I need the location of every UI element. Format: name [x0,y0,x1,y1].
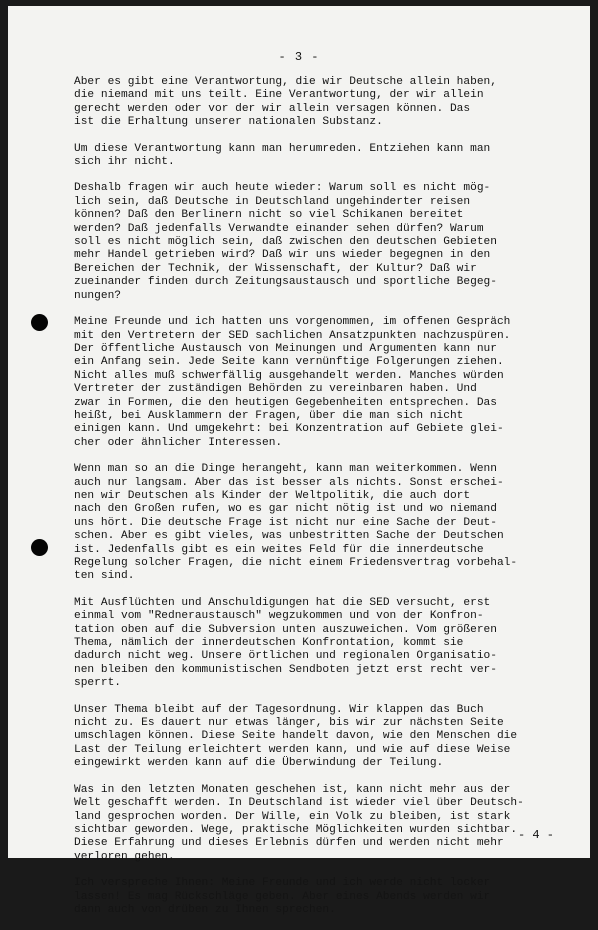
paragraph [74,877,554,917]
text-line: ist. Jedenfalls gibt es ein weites Feld für die innerdeutsche [74,543,484,556]
text-line: die niemand mit uns teilt. Eine Verantwortung, der wir allein [74,89,484,102]
text-line: Ich verspreche Ihnen: Meine Freunde und ich werde nicht locker [74,877,491,890]
paragraph [74,182,554,303]
paragraph [74,76,554,130]
text-line: verloren gehen. [74,850,175,863]
text-line: Unser Thema bleibt auf der Tagesordnung. Wir klappen das Buch [74,703,484,716]
text-line: zwar in Formen, die den heutigen Gegebenheiten entsprechen. Das [74,396,497,409]
text-line: ist die Erhaltung unserer nationalen Substanz. [74,116,383,129]
text-line: Der öffentliche Austausch von Meinungen und Argumenten kann nur [74,342,497,355]
paragraph [74,316,554,450]
document-body [74,76,554,930]
text-line: mit den Vertretern der SED sachlichen Ansatzpunkten nachzuspüren. [74,329,511,342]
punch-hole-top [31,314,48,331]
text-line: cher oder ähnlicher Interessen. [74,436,283,449]
text-line: Regelung solcher Fragen, die nicht einem Friedensvertrag vorbehal- [74,557,518,569]
text-line: nungen? [74,289,121,302]
text-line: nicht zu. Es dauert nur etwas länger, bis wir zur nächsten Seite [74,717,504,730]
text-line: Wenn man so an die Dinge herangeht, kann man weiterkommen. Wenn [74,463,497,476]
text-line: Welt geschafft werden. In Deutschland ist wieder viel über Deutsch- [74,797,524,810]
paragraph [74,704,554,771]
text-line: sperrt. [74,677,121,690]
text-line: sichtbar geworden. Wege, praktische Möglichkeiten wurden sichtbar. [74,823,518,836]
paragraph [74,463,554,584]
text-line: Last der Teilung erleichtert werden kann, und wie auf diese Weise [74,743,511,756]
text-line: können? Daß den Berlinern nicht so viel Schikanen bereitet [74,209,464,222]
text-line: einmal vom "Redneraustausch" wegzukommen und von der Konfron- [74,610,484,623]
text-line: lassen! Es mag Rückschläge geben. Aber eines Abends werden wir [74,890,491,903]
text-line: zueinander finden durch Zeitungsaustausch und sportliche Begeg- [74,276,497,289]
text-line: gerecht werden oder vor der wir allein versagen können. Das [74,102,471,115]
text-line: Diese Erfahrung und dieses Erlebnis dürfen und werden nicht mehr [74,837,504,850]
text-line: Nicht alles muß schwerfällig ausgehandelt werden. Manches würden [74,369,504,382]
text-line: lich sein, daß Deutsche in Deutschland ungehinderter reisen [74,195,471,208]
page-number: - 3 - [278,50,320,64]
text-line: heißt, bei Ausklammern der Fragen, über die man sich nicht [74,409,464,422]
text-line: nach den Großen rufen, wo es gar nicht nötig ist und wo niemand [74,503,497,516]
text-line: auch nur langsam. Aber das ist besser als nichts. Sonst erschei- [74,476,504,489]
document-page [8,6,590,916]
text-line: Mit Ausflüchten und Anschuldigungen hat die SED versucht, erst [74,596,491,609]
text-line: nen wir Deutschen als Kinder der Weltpolitik, die auch dort [74,489,471,502]
text-line: dadurch nicht weg. Unsere örtlichen und regionalen Organisatio- [74,650,497,663]
text-line: nen bleiben den kommunistischen Sendboten jetzt erst recht ver- [74,663,497,676]
text-line: soll es nicht möglich sein, daß zwischen den deutschen Gebieten [74,236,497,249]
text-line: Vertreter der zuständigen Behörden zu vereinbaren haben. Und [74,383,477,396]
paragraph [74,597,554,691]
text-line: Was in den letzten Monaten geschehen ist, kann nicht mehr aus der [74,783,511,796]
text-line: umschlagen können. Diese Seite handelt davon, wie den Menschen die [74,730,518,743]
text-line: Meine Freunde und ich hatten uns vorgenommen, im offenen Gespräch [74,316,511,329]
text-line: schen. Aber es gibt vieles, was unbestritten Sache der Deutschen [74,530,504,543]
next-page-catchword: - 4 - [517,828,554,842]
text-line: einigen kann. Und umgekehrt: bei Konzentration auf Gebiete glei- [74,423,504,436]
text-line: ten sind. [74,570,135,583]
text-line: Bereichen der Technik, der Wissenschaft, der Kultur? Daß wir [74,262,477,275]
text-line: dann auch von drüben zu Ihnen sprechen. [74,903,336,916]
text-line: eingewirkt werden kann auf die Überwindung der Teilung. [74,757,444,770]
text-line: Thema, nämlich der innerdeutschen Konfrontation, kommt sie [74,637,464,650]
text-line: Um diese Verantwortung kann man herumreden. Entziehen kann man [74,142,491,155]
text-line: land gesprochen worden. Der Wille, ein Volk zu bleiben, ist stark [74,810,511,823]
paragraph [74,784,554,864]
paragraph [74,143,554,170]
text-line: werden? Daß jedenfalls Verwandte einander sehen dürfen? Warum [74,222,484,235]
punch-hole-bottom [31,539,48,556]
text-line: ein Anfang sein. Jede Seite kann vernünftige Folgerungen ziehen. [74,356,504,369]
text-line: sich ihr nicht. [74,156,175,169]
text-line: Deshalb fragen wir auch heute wieder: Warum soll es nicht mög- [74,182,491,195]
text-line: mehr Handel getrieben wird? Daß wir uns wieder begegnen in den [74,249,491,262]
text-line: uns hört. Die deutsche Frage ist nicht nur eine Sache der Deut- [74,516,497,529]
text-line: tation oben auf die Subversion unten auszuweichen. Vom größeren [74,623,497,636]
text-line: Aber es gibt eine Verantwortung, die wir Deutsche allein haben, [74,76,497,88]
